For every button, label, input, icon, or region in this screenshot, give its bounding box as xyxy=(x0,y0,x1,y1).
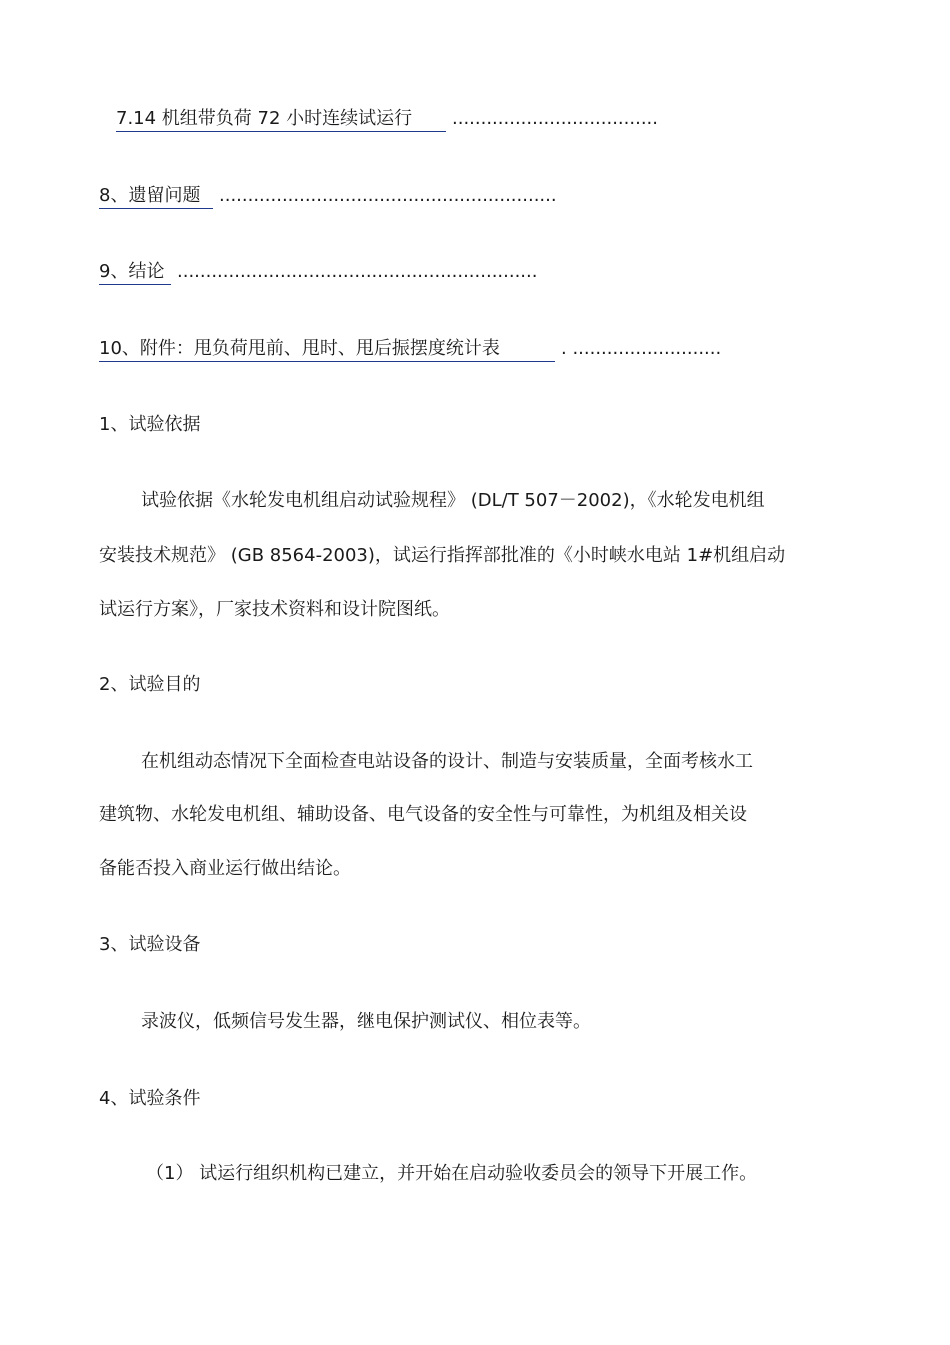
toc-dots: ........................................................... xyxy=(219,185,557,206)
paragraph-line: 录波仪，低频信号发生器，继电保护测试仪、相位表等。 xyxy=(141,1011,591,1032)
paragraph-line: 备能否投入商业运行做出结论。 xyxy=(99,858,351,879)
toc-entry-10[interactable] xyxy=(99,337,721,362)
paragraph-line: 试验依据《水轮发电机组启动试验规程》 (DL/T 507－2002)，《水轮发电机组 xyxy=(141,490,765,511)
section-heading-purpose: 2、试验目的 xyxy=(99,674,201,695)
toc-dots: .................................... xyxy=(452,108,658,129)
paragraph-line: 建筑物、水轮发电机组、辅助设备、电气设备的安全性与可靠性，为机组及相关设 xyxy=(99,804,747,825)
toc-link-label[interactable]: 9、结论 xyxy=(99,260,171,285)
paragraph-line: 在机组动态情况下全面检查电站设备的设计、制造与安装质量，全面考核水工 xyxy=(141,751,753,772)
toc-link-label[interactable]: 8、遗留问题 xyxy=(99,184,213,209)
paragraph-line: 试运行方案》，厂家技术资料和设计院图纸。 xyxy=(99,599,450,620)
toc-entry-9[interactable] xyxy=(99,260,537,285)
section-heading-equipment: 3、试验设备 xyxy=(99,934,201,955)
section-heading-basis: 1、试验依据 xyxy=(99,414,201,435)
section-heading-conditions: 4、试验条件 xyxy=(99,1088,201,1109)
paragraph-line: 安装技术规范》 (GB 8564-2003)，试运行指挥部批准的《小时峡水电站 1#机组启动 xyxy=(99,545,786,566)
toc-dots: . .......................... xyxy=(561,338,722,359)
list-item: （1） 试运行组织机构已建立，并开始在启动验收委员会的领导下开展工作。 xyxy=(146,1163,758,1184)
toc-dots: ............................................................... xyxy=(177,261,538,282)
toc-link-label[interactable]: 10、附件：甩负荷甩前、甩时、甩后振摆度统计表 xyxy=(99,337,555,362)
toc-entry-7-14[interactable] xyxy=(116,107,658,132)
toc-link-label[interactable]: 7.14 机组带负荷 72 小时连续试运行 xyxy=(116,107,446,132)
toc-entry-8[interactable] xyxy=(99,184,557,209)
